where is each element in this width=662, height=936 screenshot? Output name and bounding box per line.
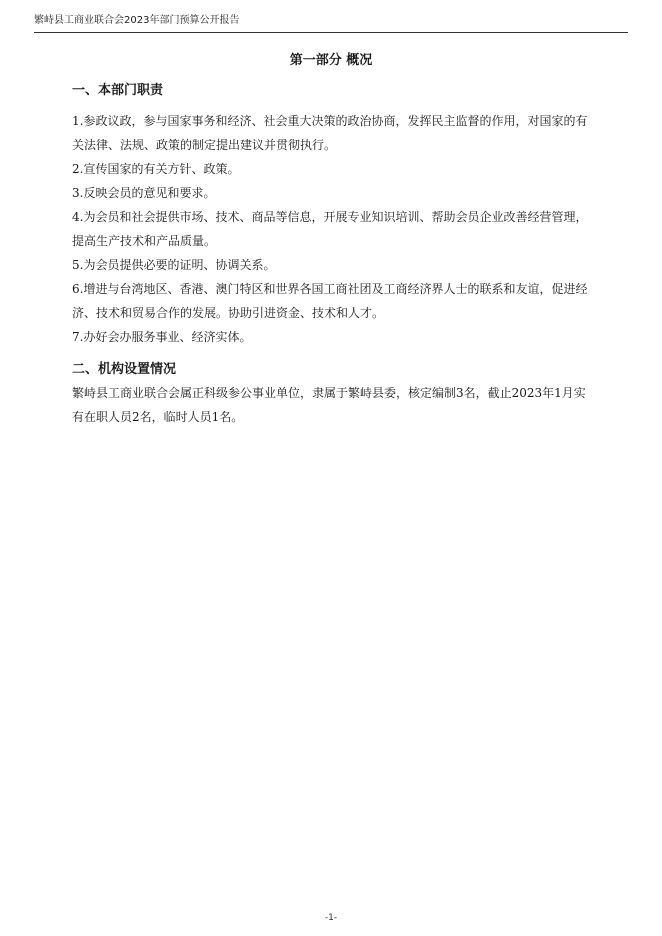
duties-list bbox=[72, 109, 588, 349]
duty-item-5: 5.为会员提供必要的证明、协调关系。 bbox=[72, 258, 276, 272]
duty-item-2: 2.宣传国家的有关方针、政策。 bbox=[72, 162, 240, 176]
duty-item-7: 7.办好会办服务事业、经济实体。 bbox=[72, 330, 252, 344]
organization-paragraph: 繁峙县工商业联合会属正科级参公事业单位，隶属于繁峙县委，核定编制3名，截止2023年1月实有在职人员2名，临时人员1名。 bbox=[72, 386, 586, 424]
section-heading-duties: 一、本部门职责 bbox=[72, 83, 164, 98]
duty-item-3: 3.反映会员的意见和要求。 bbox=[72, 186, 216, 200]
duty-item-4: 4.为会员和社会提供市场、技术、商品等信息，开展专业知识培训、帮助会员企业改善经营管理，提高生产技术和产品质量。 bbox=[72, 210, 588, 248]
duty-item-6: 6.增进与台湾地区、香港、澳门特区和世界各国工商社团及工商经济界人士的联系和友谊，促进经济、技术和贸易合作的发展。协助引进资金、技术和人才。 bbox=[72, 282, 588, 320]
part-title: 第一部分 概况 bbox=[289, 53, 373, 68]
page-header: 繁峙县工商业联合会2023年部门预算公开报告 bbox=[34, 14, 628, 33]
page-number: -1- bbox=[324, 913, 338, 923]
organization-text bbox=[72, 381, 588, 429]
section-heading-organization: 二、机构设置情况 bbox=[72, 362, 177, 377]
duty-item-1: 1.参政议政，参与国家事务和经济、社会重大决策的政治协商，发挥民主监督的作用，对国家的有关法律、法规、政策的制定提出建议并贯彻执行。 bbox=[72, 114, 588, 152]
